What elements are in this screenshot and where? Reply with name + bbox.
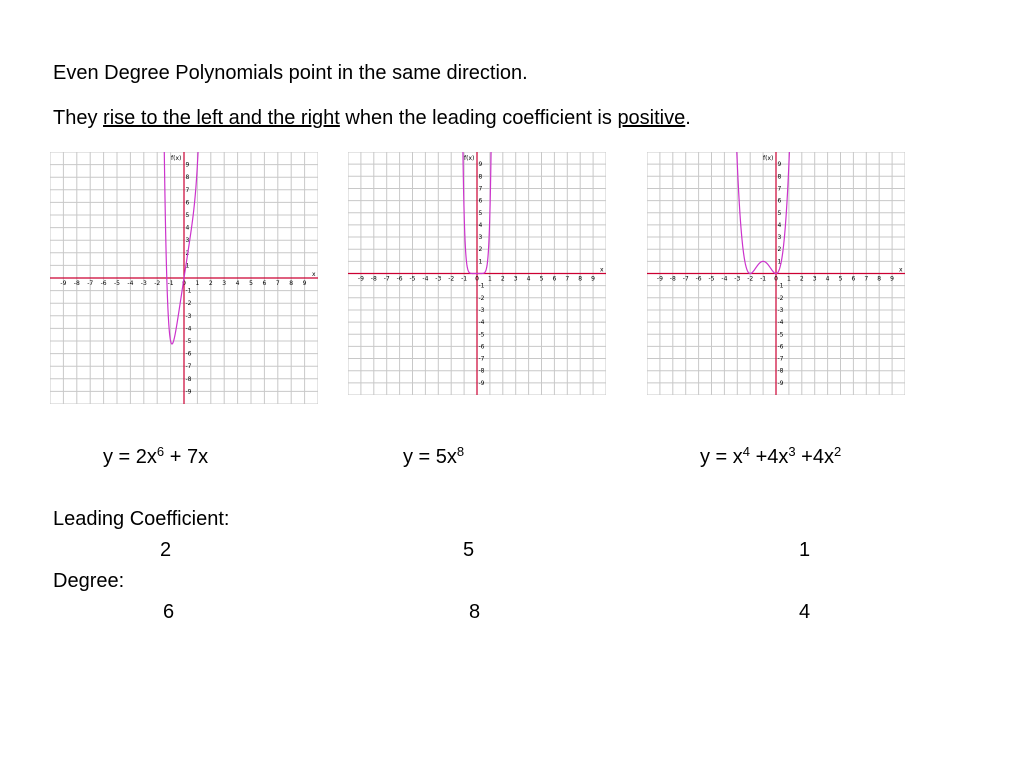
y-tick-label: 4 <box>478 221 483 229</box>
x-tick-label: 1 <box>487 275 492 283</box>
x-tick-label: -7 <box>383 275 390 283</box>
y-tick-label: 6 <box>478 197 483 205</box>
y-axis-label: f(x) <box>464 155 475 162</box>
x-tick-label: -3 <box>734 275 741 283</box>
y-tick-label: -6 <box>185 350 192 358</box>
y-tick-label: 2 <box>185 249 190 257</box>
x-tick-label: -7 <box>87 280 94 287</box>
y-axis-label: f(x) <box>763 155 774 162</box>
y-tick-label: -9 <box>185 388 192 396</box>
y-tick-label: -4 <box>185 325 192 333</box>
x-tick-label: 6 <box>851 275 856 283</box>
y-tick-label: -7 <box>777 355 784 363</box>
x-tick-label: -5 <box>114 280 120 287</box>
y-tick-label: -3 <box>185 312 192 320</box>
x-tick-label: -3 <box>140 280 147 287</box>
y-tick-label: 5 <box>478 209 483 217</box>
x-tick-label: 5 <box>838 275 843 283</box>
x-axis-label: x <box>899 266 903 274</box>
y-tick-label: -8 <box>777 367 784 375</box>
y-tick-label: -8 <box>478 367 485 375</box>
y-tick-label: 2 <box>777 246 782 254</box>
y-tick-label: 9 <box>185 161 190 169</box>
y-tick-label: -9 <box>777 379 784 387</box>
y-tick-label: -5 <box>185 338 192 345</box>
x-tick-label: -2 <box>747 275 754 283</box>
y-tick-label: -7 <box>478 355 485 363</box>
x-tick-label: 3 <box>812 275 817 283</box>
degree-value-3: 4 <box>799 601 811 623</box>
y-tick-label: -1 <box>478 282 485 290</box>
x-tick-label: 6 <box>552 275 557 283</box>
y-tick-label: 9 <box>478 161 483 169</box>
rule-underlined-direction: rise to the left and the right <box>103 107 340 129</box>
equation-3: $y = x^4 +4x^3 +4x^2$ <box>700 444 842 468</box>
intro-heading: Even Degree Polynomials point in the same direction. <box>53 62 528 84</box>
x-tick-label: 0 <box>182 280 186 287</box>
y-tick-label: 4 <box>777 221 782 229</box>
x-tick-label: -6 <box>396 275 403 283</box>
x-tick-label: -8 <box>370 275 377 283</box>
degree-value-1: 6 <box>163 601 175 623</box>
x-tick-label: 2 <box>799 275 804 283</box>
x-tick-label: 0 <box>475 275 479 283</box>
x-tick-label: 8 <box>877 275 882 283</box>
x-tick-label: -1 <box>167 280 174 287</box>
y-tick-label: -4 <box>777 319 784 327</box>
x-axis-label: x <box>312 271 316 278</box>
x-tick-label: -8 <box>669 275 676 283</box>
y-tick-label: -9 <box>478 379 485 387</box>
y-tick-label: 1 <box>478 258 483 266</box>
graph-x4-plus-4x3-plus-4x2 <box>647 152 905 395</box>
x-tick-label: -1 <box>760 275 767 283</box>
y-tick-label: -2 <box>777 294 784 302</box>
x-tick-label: 9 <box>302 280 307 287</box>
y-tick-label: 3 <box>185 237 190 245</box>
y-tick-label: 8 <box>478 173 483 181</box>
y-tick-label: 2 <box>478 246 483 254</box>
x-tick-label: 8 <box>578 275 583 283</box>
y-tick-label: -6 <box>478 343 485 351</box>
x-tick-label: 7 <box>275 280 280 287</box>
y-tick-label: -1 <box>185 287 192 295</box>
x-tick-label: -5 <box>409 275 416 283</box>
y-tick-label: 8 <box>777 173 782 181</box>
y-tick-label: -8 <box>185 375 192 383</box>
x-tick-label: 8 <box>289 280 294 287</box>
equation-1: $y = 2x^6 + 7x$ <box>103 444 209 468</box>
y-tick-label: 7 <box>478 185 483 193</box>
x-tick-label: -6 <box>695 275 702 283</box>
x-tick-label: 5 <box>539 275 544 283</box>
rule-part-a: They <box>53 107 104 129</box>
y-tick-label: 3 <box>478 234 483 242</box>
x-tick-label: 3 <box>222 280 227 287</box>
x-tick-label: 3 <box>513 275 518 283</box>
x-tick-label: -4 <box>127 280 134 287</box>
y-tick-label: 9 <box>777 161 782 169</box>
x-tick-label: -9 <box>60 280 67 287</box>
x-tick-label: 1 <box>786 275 791 283</box>
rule-part-c: . <box>685 107 691 129</box>
leading-coefficient-label: Leading Coefficient: <box>53 508 230 530</box>
leading-coefficient-value-1: 2 <box>160 539 172 561</box>
x-tick-label: -5 <box>708 275 715 283</box>
x-tick-label: 2 <box>208 280 213 287</box>
x-tick-label: -6 <box>100 280 107 287</box>
y-tick-label: -5 <box>478 331 485 339</box>
x-tick-label: 4 <box>825 275 830 283</box>
y-tick-label: -1 <box>777 282 784 290</box>
y-tick-label: -5 <box>777 331 784 339</box>
rule-sentence <box>53 107 691 130</box>
y-tick-label: -2 <box>478 294 485 302</box>
y-tick-label: 3 <box>777 234 782 242</box>
y-tick-label: -3 <box>478 306 485 314</box>
y-tick-label: -6 <box>777 343 784 351</box>
x-tick-label: 9 <box>591 275 596 283</box>
x-tick-label: -7 <box>682 275 689 283</box>
x-tick-label: -1 <box>461 275 468 283</box>
y-axis-label: f(x) <box>171 155 182 162</box>
rule-part-b: when the leading coefficient is <box>339 107 618 129</box>
x-tick-label: -2 <box>448 275 455 283</box>
y-tick-label: 5 <box>777 209 782 217</box>
x-tick-label: 1 <box>195 280 200 287</box>
y-tick-label: -3 <box>777 306 784 314</box>
x-tick-label: -8 <box>73 280 80 287</box>
x-tick-label: -4 <box>422 275 429 283</box>
x-tick-label: -2 <box>154 280 161 287</box>
degree-label: Degree: <box>53 570 125 592</box>
x-tick-label: 2 <box>500 275 505 283</box>
y-tick-label: -2 <box>185 300 192 308</box>
x-tick-label: 0 <box>774 275 778 283</box>
leading-coefficient-value-2: 5 <box>463 539 475 561</box>
y-tick-label: 8 <box>185 174 190 182</box>
degree-value-2: 8 <box>469 601 481 623</box>
x-tick-label: 7 <box>565 275 570 283</box>
x-tick-label: -4 <box>721 275 728 283</box>
x-tick-label: 7 <box>864 275 869 283</box>
equation-2: $y = 5x^8$ <box>403 444 465 468</box>
x-tick-label: 6 <box>262 280 267 287</box>
y-tick-label: 5 <box>185 212 190 219</box>
y-tick-label: 7 <box>185 186 190 194</box>
y-tick-label: 4 <box>185 224 190 232</box>
x-tick-label: 9 <box>890 275 895 283</box>
y-tick-label: 6 <box>185 199 190 207</box>
x-tick-label: -9 <box>656 275 663 283</box>
y-tick-label: 7 <box>777 185 782 193</box>
x-tick-label: -3 <box>435 275 442 283</box>
y-tick-label: -4 <box>478 319 485 327</box>
rule-underlined-positive: positive <box>617 107 686 129</box>
y-tick-label: 1 <box>185 262 190 270</box>
y-tick-label: 6 <box>777 197 782 205</box>
leading-coefficient-value-3: 1 <box>799 539 811 561</box>
y-tick-label: 1 <box>777 258 782 266</box>
x-axis-label: x <box>600 266 604 274</box>
x-tick-label: 4 <box>235 280 240 287</box>
x-tick-label: -9 <box>357 275 364 283</box>
graph-2x6-plus-7x <box>50 152 318 404</box>
x-tick-label: 4 <box>526 275 531 283</box>
graph-5x8 <box>348 152 606 395</box>
y-tick-label: -7 <box>185 363 192 371</box>
x-tick-label: 5 <box>249 280 253 287</box>
